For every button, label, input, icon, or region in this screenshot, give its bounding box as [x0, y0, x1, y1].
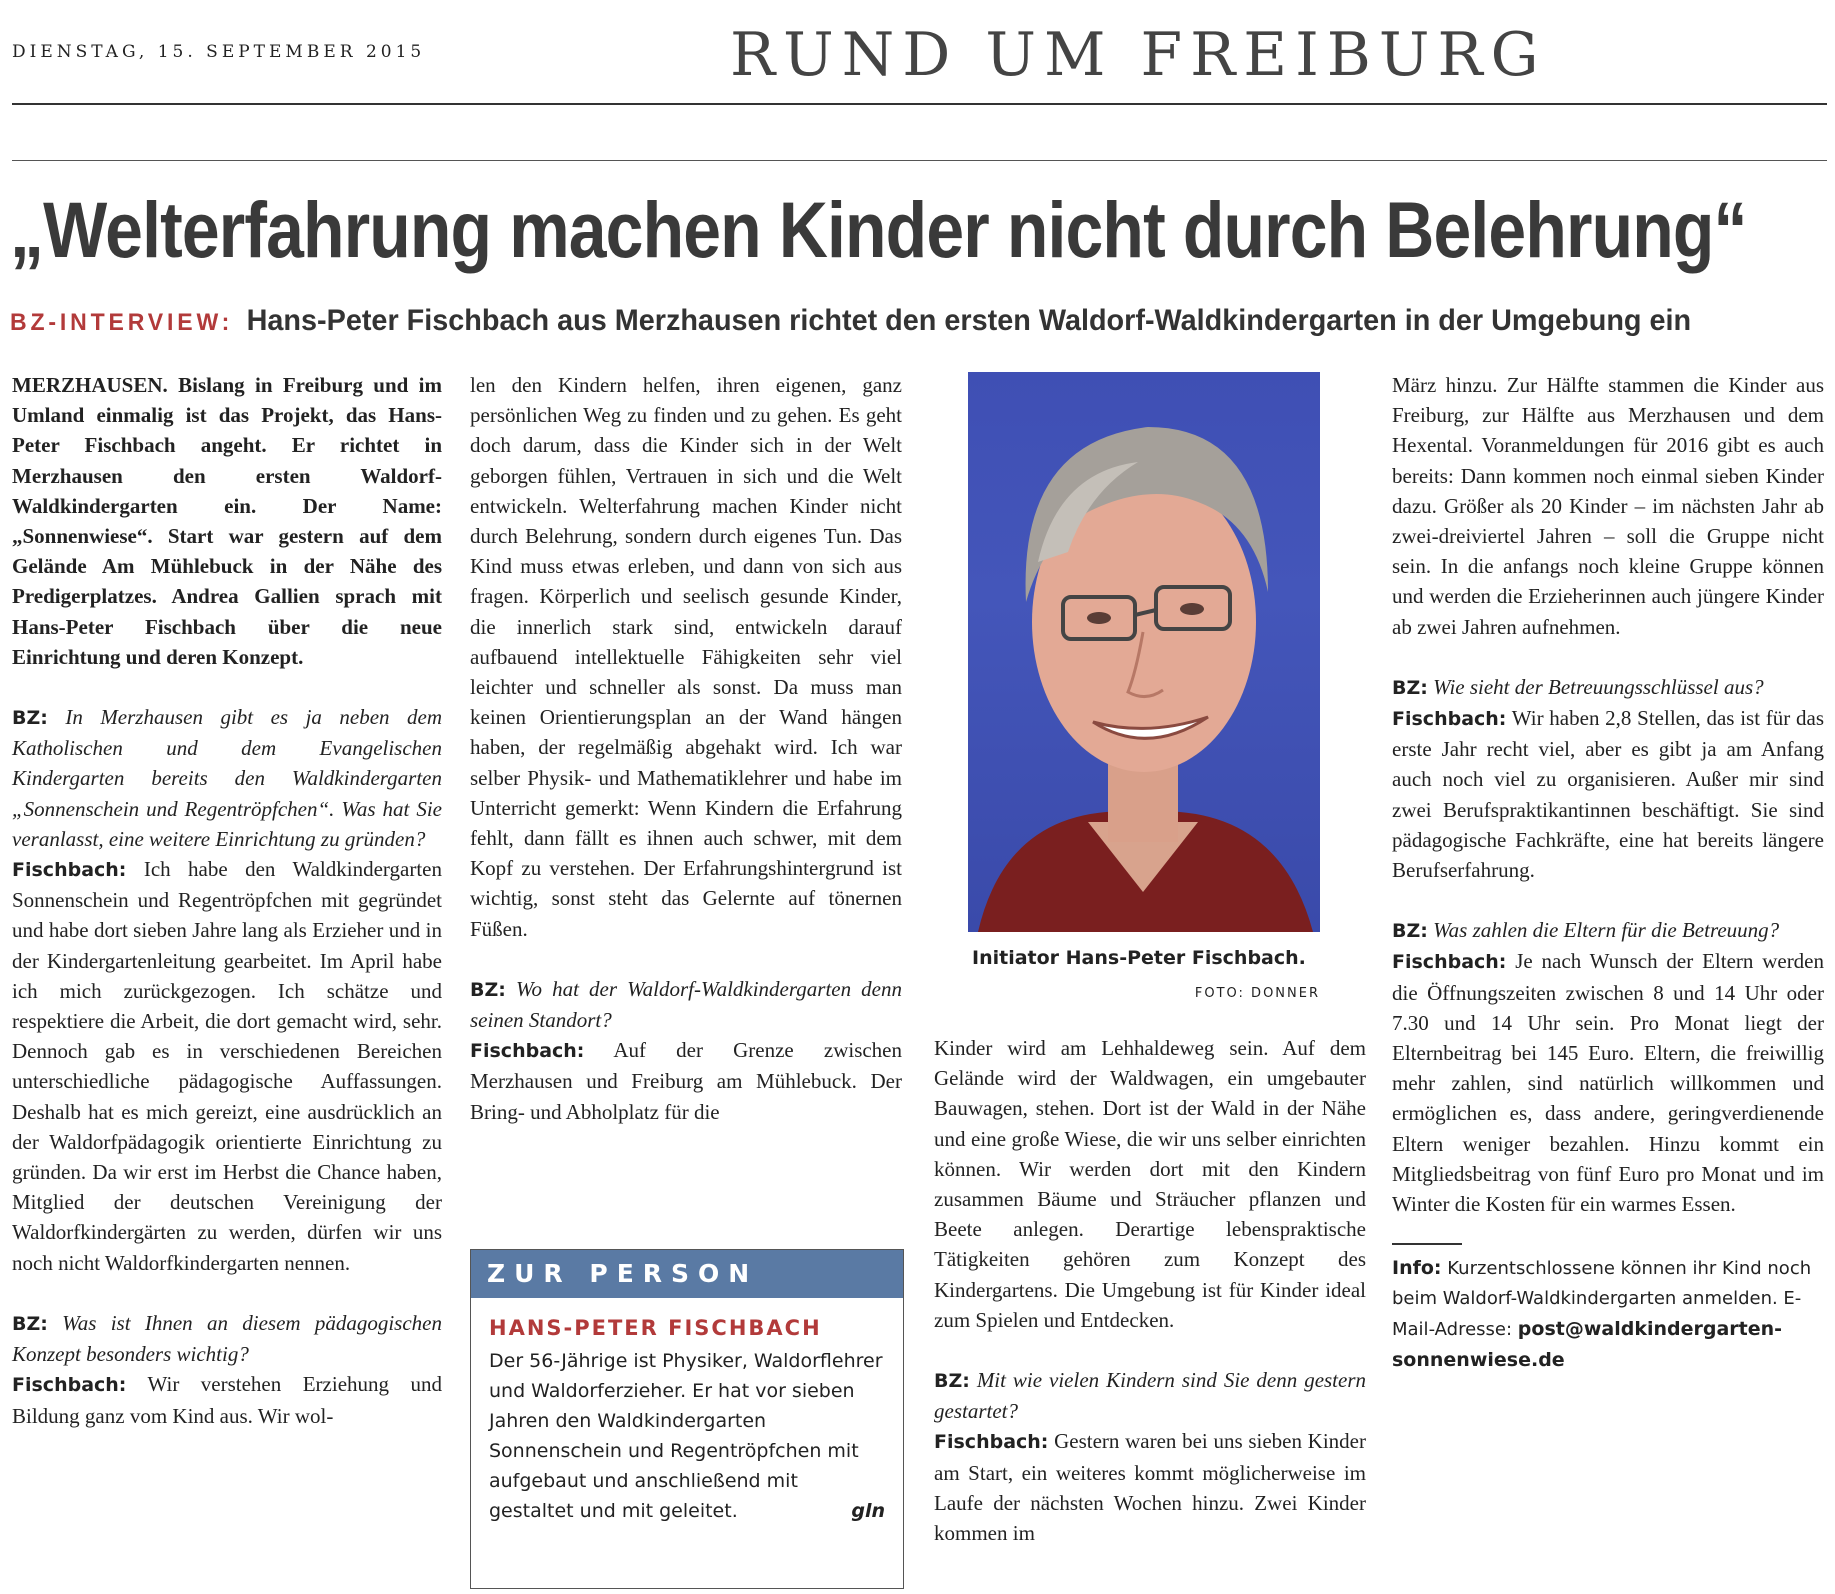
answer-4-start: Fischbach: Gestern waren bei uns sieben Kinder am Start, ein weiteres kommt möglicherweise im Laufe der nächsten Wochen hinzu. Zwei Kinder kommen im [934, 1429, 1366, 1546]
section-rule [12, 160, 1827, 161]
issue-date: DIENSTAG, 15. SEPTEMBER 2015 [12, 42, 426, 62]
article-column-4 [1392, 370, 1824, 1376]
portrait-photo [968, 372, 1320, 932]
caption-text: Initiator Hans-Peter Fischbach. [972, 947, 1306, 969]
subheadline-text: Hans-Peter Fischbach aus Merzhausen richtet den ersten Waldorf-Waldkindergarten in der Umgebung ein [246, 304, 1692, 337]
answer-3-start: Fischbach: Auf der Grenze zwischen Merzhausen und Freiburg am Mühlebuck. Der Bring- und Abholplatz für die [470, 1038, 903, 1124]
answer-4-continued: März hinzu. Zur Hälfte stammen die Kinder aus Freiburg, zur Hälfte aus Merzhausen und dem Hexental. Voranmeldungen für 2016 gibt es auch bereits: Dann kommen noch einmal sieben Kinder dazu. Größer als 20 Kinder – im nächsten Jahr ab zwei-dreiviertel Jahren – soll die Gruppe nicht sein. In die anfangs noch kleine Gruppe können und werden die Erzieherinnen auch jüngere Kinder ab zwei Jahren aufnehmen. [1392, 373, 1824, 639]
section-title: RUND UM FREIBURG [730, 20, 1547, 90]
answer-5: Fischbach: Wir haben 2,8 Stellen, das ist für das erste Jahr recht viel, aber es gibt ja am Anfang auch noch viel zu organisieren. Außer mir sind zwei Berufspraktikantinnen beschäftigt. Sie sind pädagogische Fachkräfte, eine hat bereits längere Berufserfahrung. [1392, 706, 1824, 883]
article-column-1 [12, 370, 442, 1431]
author-signature: gln [851, 1500, 885, 1522]
info-rule [1392, 1243, 1462, 1245]
infobox-heading: ZUR PERSON [471, 1250, 903, 1298]
question-4: BZ: Mit wie vielen Kindern sind Sie denn gestern gestartet? [934, 1368, 1367, 1424]
lead-text: Bislang in Freiburg und im Umland einmalig ist das Projekt, das Hans-Peter Fischbach angeht. Er richtet in Merzhausen den ersten Waldorf-Waldkindergarten ein. Der Name: „Sonnenwiese“. Start war gestern auf dem Gelände Am Mühlebuck in der Nähe des Predigerplatzes. Andrea Gallien sprach mit Hans-Peter Fischbach über die neue Einrichtung und deren Konzept. [12, 373, 442, 669]
info-note: Info: Kurzentschlossene können ihr Kind noch beim Waldorf-Waldkindergarten anmelden. E-Mail-Adresse: post@waldkindergarten-sonnenwiese.de [1392, 1257, 1812, 1372]
answer-1: Fischbach: Ich habe den Waldkindergarten Sonnenschein und Regentröpfchen mit gegründet und habe dort sieben Jahre lang als Erzieher und in der Kindergartenleitung gearbeitet. Im April habe ich mich zurückgezogen. Ich schätze und respektiere die Arbeit, die dort gemacht wird, sehr. Dennoch gab es in verschiedenen Bereichen unterschiedliche pädagogische Auffassungen. Deshalb hat es mich gereizt, eine ausdrücklich an der Waldorfpädagogik orientierte Einrichtung zu gründen. Da wir erst im Herbst die Chance haben, Mitglied der deutschen Vereinigung der Waldorfkindergärten zu werden, dürfen wir uns noch nicht Waldorfkindergarten nennen. [12, 857, 442, 1275]
lead-paragraph [12, 370, 442, 672]
question-3: BZ: Wo hat der Waldorf-Waldkindergarten denn seinen Standort? [470, 976, 903, 1033]
answer-2-continued: len den Kindern helfen, ihren eigenen, ganz persönlichen Weg zu finden und zu gehen. Es geht doch darum, dass die Kinder sich in der Welt geborgen fühlen, Vertrauen in sich und die Welt entwickeln. Welterfahrung machen Kinder nicht durch Belehrung, sondern durch eigenes Tun. Das Kind muss etwas erleben, und dann von sich aus fragen. Körperlich und seelisch gesunde Kinder, die innerlich stark sind, entwickeln darauf aufbauend intellektuelle Fähigkeiten sehr viel leichter und schneller als sonst. Da muss man keinen Orientierungsplan an der Wand hängen haben, der regelmäßig abgehakt wird. Ich war selber Physik- und Mathematiklehrer und habe im Unterricht gemerkt: Wenn Kindern die Erfahrung fehlt, dann fällt es ihnen auch schwer, mit dem Kopf zu verstehen. Der Erfahrungshintergrund ist wichtig, sonst steht das Gelernte auf tönernen Füßen. [470, 373, 902, 941]
question-5: BZ: Wie sieht der Betreuungsschlüssel aus? [1392, 674, 1764, 699]
infobox-name: HANS-PETER FISCHBACH [489, 1316, 822, 1340]
question-1: BZ: In Merzhausen gibt es ja neben dem Katholischen und dem Evangelischen Kindergarten bereits den Waldkindergarten „Sonnenschein und Regentröpfchen“. Was hat Sie veranlasst, eine weitere Einrichtung zu gründen? [12, 705, 442, 851]
photo-credit: FOTO: DONNER [1194, 986, 1320, 1001]
dateline: MERZHAUSEN. [12, 373, 168, 397]
interview-kicker: BZ-INTERVIEW: [10, 309, 234, 336]
infobox-text: Der 56-Jährige ist Physiker, Waldorflehrer und Waldorferzieher. Er hat vor sieben Jahren den Waldkindergarten Sonnenschein und Regentröpfchen mit aufgebaut und anschließend mit gestaltet und mit geleitet. gln [489, 1346, 885, 1526]
contact-email[interactable]: post@waldkindergarten-sonnenwiese.de [1392, 1318, 1783, 1372]
portrait-illustration [968, 372, 1320, 932]
question-6: BZ: Was zahlen die Eltern für die Betreuung? [1392, 918, 1780, 943]
article-column-3 [934, 1033, 1366, 1548]
masthead-rule [12, 103, 1827, 105]
answer-2-start: Fischbach: Wir verstehen Erziehung und Bildung ganz vom Kind aus. Wir wol- [12, 1372, 442, 1428]
article-headline: „Welterfahrung machen Kinder nicht durch Belehrung“ [10, 185, 1747, 274]
answer-6: Fischbach: Je nach Wunsch der Eltern werden die Öffnungszeiten zwischen 8 und 14 Uhr oder 7.30 und 14 Uhr sein. Pro Monat liegt der Elternbeitrag bei 145 Euro. Eltern, die freiwillig mehr zahlen, sind natürlich willkommen und ermöglichen es, dass andere, geringverdienende Eltern weniger bezahlen. Hinzu kommt ein Mitgliedsbeitrag von fünf Euro pro Monat und im Winter die Kosten für ein warmes Essen. [1392, 949, 1825, 1217]
person-infobox [470, 1249, 904, 1589]
article-column-2 [470, 370, 902, 1127]
question-2: BZ: Was ist Ihnen an diesem pädagogischen Konzept besonders wichtig? [12, 1310, 442, 1367]
photo-caption [972, 943, 1328, 1001]
article-subheadline [10, 304, 1691, 338]
answer-3-continued: Kinder wird am Lehhaldeweg sein. Auf dem Gelände wird der Waldwagen, ein umgebauter Bauwagen, stehen. Dort ist der Wald in der Nähe und eine große Wiese, die wir uns selber einrichten können. Wir werden dort mit den Kindern zusammen Bäume und Sträucher pflanzen und Beete anlegen. Derartige lebenspraktische Tätigkeiten gehören zum Konzept des Kindergartens. Die Umgebung ist für Kinder ideal zum Spielen und Entdecken. [934, 1036, 1366, 1332]
